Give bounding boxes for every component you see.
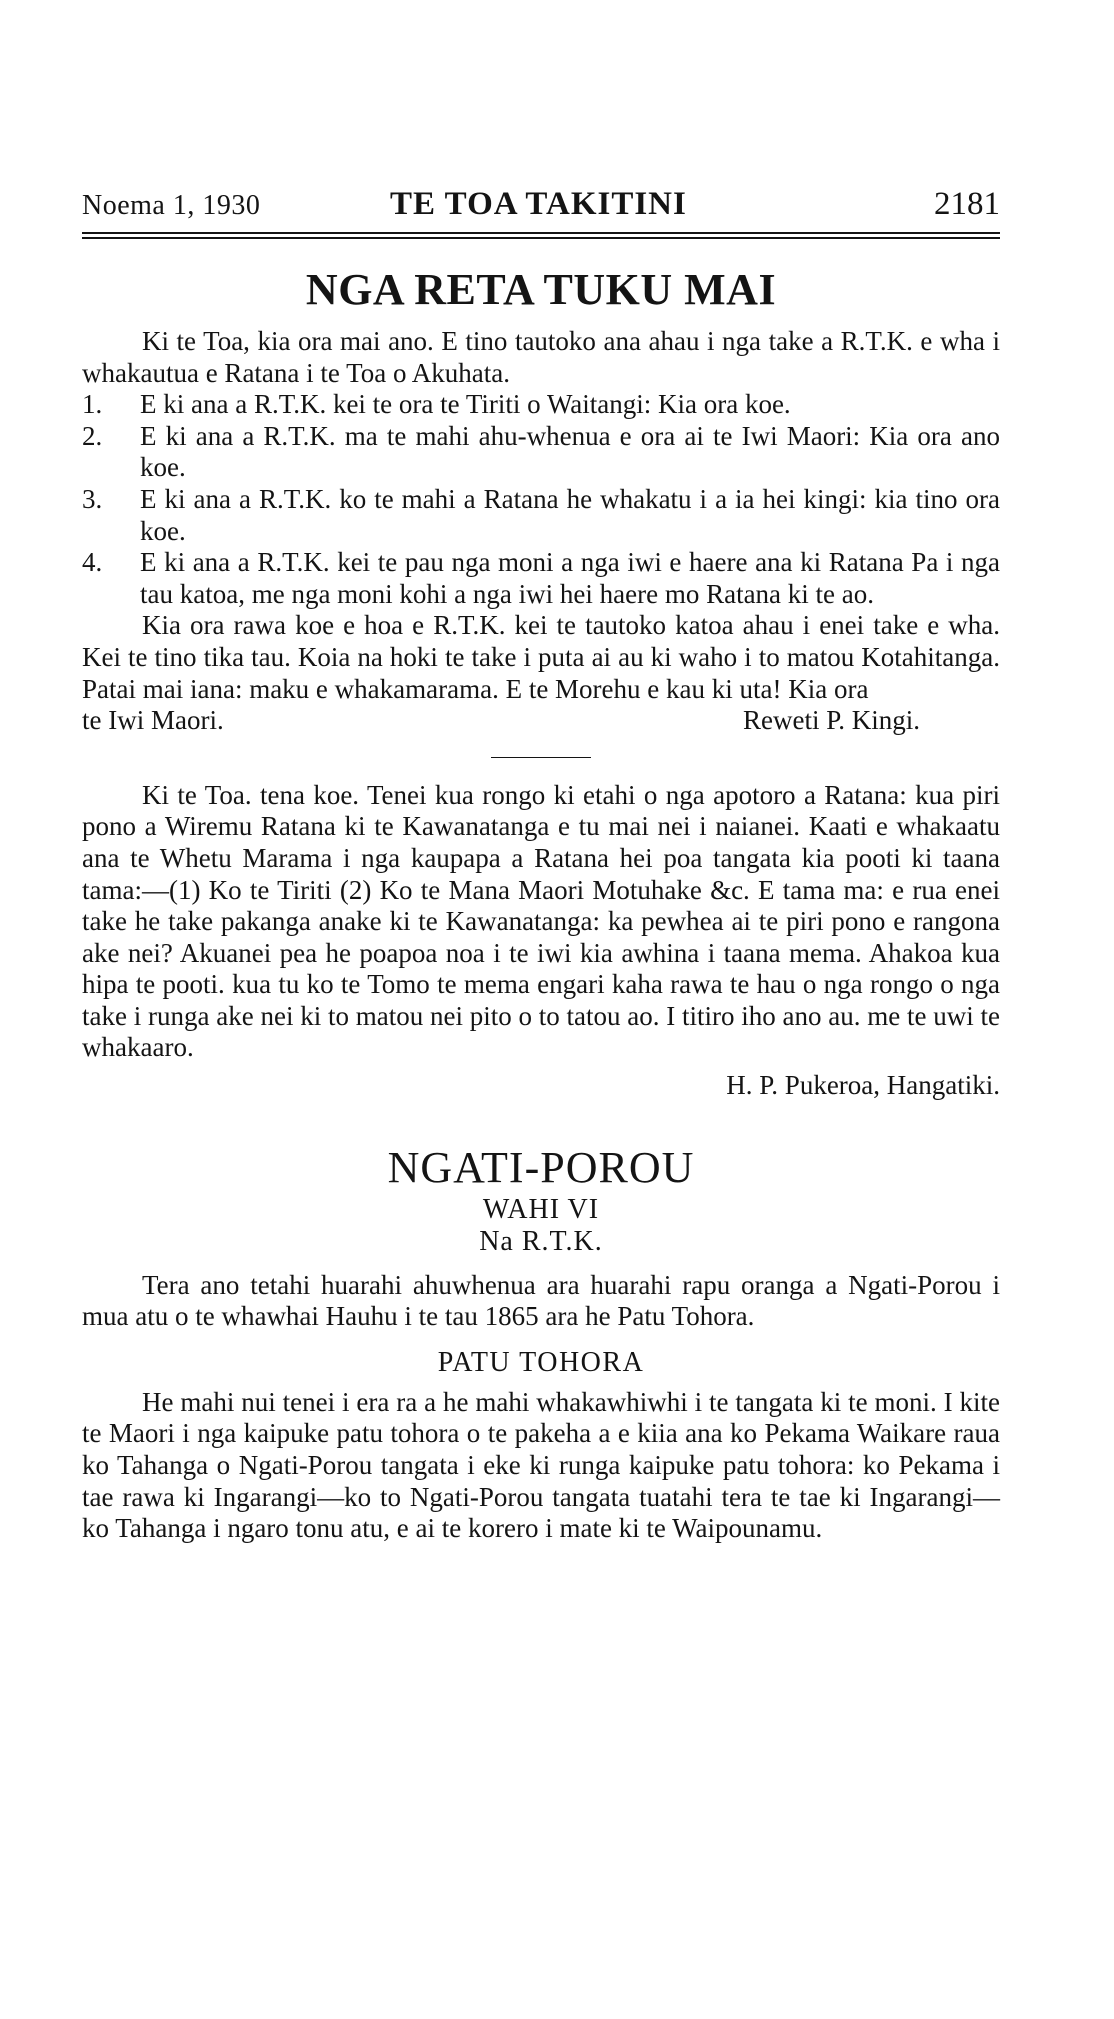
letter2-signature: H. P. Pukeroa, Hangatiki. [726,1070,1000,1101]
list-item-text: E ki ana a R.T.K. kei te ora te Tiriti o Waitangi: Kia ora koe. [140,389,791,420]
page-header [82,186,1000,234]
letter1-signature-line [82,705,1000,737]
patu-tohora-heading: PATU TOHORA [437,1346,645,1378]
list-item [82,389,1000,421]
list-item-number: 3. [82,483,103,514]
letter2-body: Ki te Toa. tena koe. Tenei kua rongo ki etahi o nga apotoro a Ratana: kua piri pono a Wiremu Ratana ki te Kawanatanga e tu mai nei i naianei. Kaati e whakaatu ana te Whetu Marama i nga kaupapa a Ratana hei poa tangata kia pooti ki taana tama:—(1) Ko te Tiriti (2) Ko te Mana Maori Motuhake &c. E tama ma: e rua enei take he take pakanga anake ki te Kawanatanga: ka pewhea ai te piri pono e rangona ake nei? Akuanei pea he poapoa noa i te iwi kia awhina i taana mema. Ahakoa kua hipa te pooti. kua tu ko te Tomo te mema engari kaha rawa te hau o nga rongo o nga take i runga ake nei ki to matou nei pito o to tatou ao. I titiro iho ano au. me te uwi te whakaaro. [82,779,1000,1063]
list-item-number: 4. [82,547,103,578]
list-item-number: 1. [82,389,103,420]
list-item [82,484,1000,547]
ngati-porou-part: WAHI VI [482,1193,600,1225]
letter1-closing-last: te Iwi Maori. [82,705,224,736]
list-item-number: 2. [82,420,103,451]
issue-date: Noema 1, 1930 [82,190,261,221]
ngati-porou-title: NGATI-POROU [387,1142,695,1192]
letter1-intro: Ki te Toa, kia ora mai ano. E tino tautoko ana ahau i nga take a R.T.K. e wha i whakautua e Ratana i te Toa o Akuhata. [82,326,1000,388]
patu-tohora-paragraph: He mahi nui tenei i era ra a he mahi whakawhiwhi i te tangata ki te moni. I kite te Maori i nga kaipuke patu tohora o te pakeha a e kiia ana ko Pekama Waikare raua ko Tahanga o Ngati-Porou tangata i eke ki runga kaipuke patu tohora: ko Pekama i tae rawa ki Ingarangi—ko to Ngati-Porou tangata tuatahi tera te tae ki Ingarangi—ko Tahanga i ngaro tonu atu, e ai te korero i mate ki te Waipounamu. [82,1386,1000,1544]
letters-divider [491,757,591,758]
list-item-text: E ki ana a R.T.K. ma te mahi ahu-whenua e ora ai te Iwi Maori: Kia ora ano koe. [140,420,1000,483]
letter1-closing: Kia ora rawa koe e hoa e R.T.K. kei te tautoko katoa ahau i enei take e wha. Kei te tino tika tau. Koia na hoki te take i puta ai au ki waho i to matou Kotahitanga. Patai mai iana: maku e whakamarama. E te Morehu e kau ki uta! Kia ora [82,610,1000,704]
letter1-signature: Reweti P. Kingi. [742,705,920,736]
header-rule-top [82,232,1000,234]
ngati-porou-intro: Tera ano tetahi huarahi ahuwhenua ara huarahi rapu oranga a Ngati-Porou i mua atu o te whawhai Hauhu i te tau 1865 ara he Patu Tohora. [82,1269,1000,1332]
letter1-numbered-list [82,389,1000,610]
ngati-porou-author: Na R.T.K. [479,1225,603,1257]
list-item [82,421,1000,484]
header-rule-bottom [82,237,1000,239]
page-number: 2181 [934,186,1000,222]
publication-title: TE TOA TAKITINI [390,186,687,222]
list-item-text: E ki ana a R.T.K. kei te pau nga moni a nga iwi e haere ana ki Ratana Pa i nga tau katoa, me nga moni kohi a nga iwi hei haere mo Ratana ki te ao. [140,547,1000,609]
letters-section-title: NGA RETA TUKU MAI [305,265,777,314]
list-item [82,547,1000,610]
page-body [82,266,1000,1545]
list-item-text: E ki ana a R.T.K. ko te mahi a Ratana he whakatu i a ia hei kingi: kia tino ora koe. [140,483,1000,546]
